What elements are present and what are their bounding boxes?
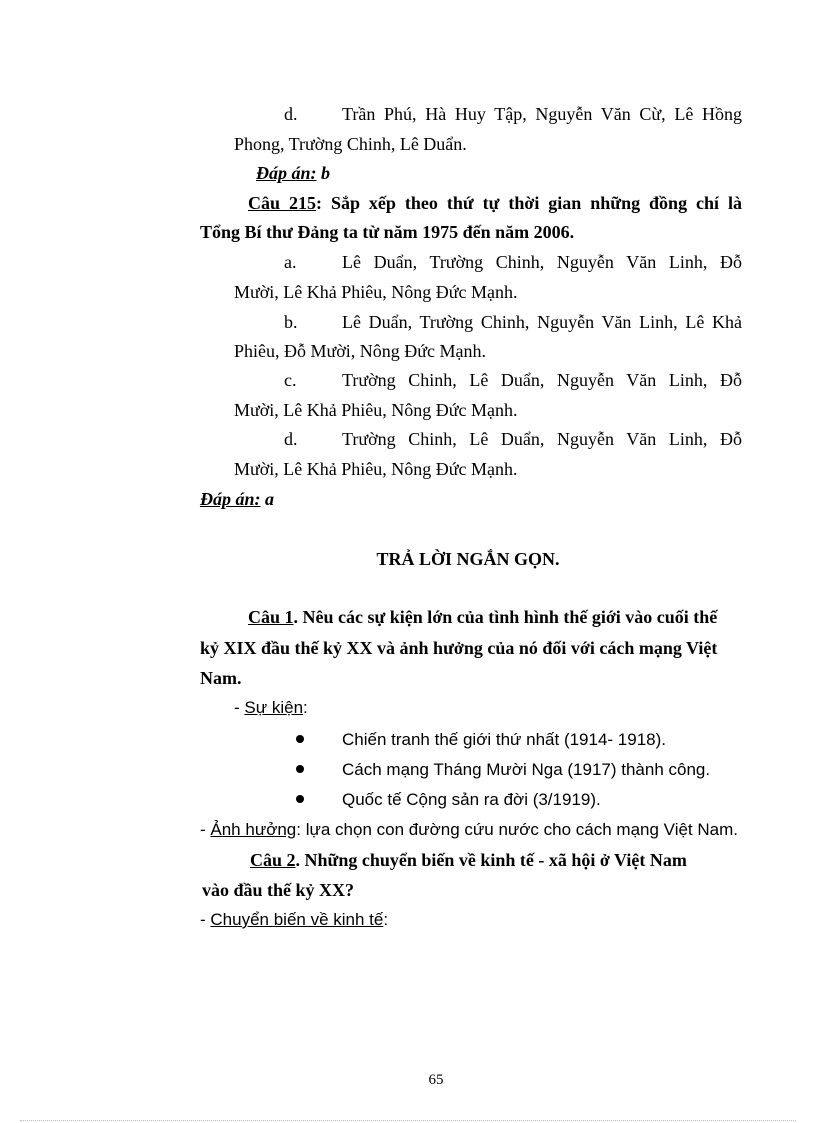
q215-option-d-letter: d.: [284, 429, 298, 449]
cau1-events-suffix: :: [303, 698, 308, 717]
cau1-bullet-2: Cách mạng Tháng Mười Nga (1917) thành công.: [342, 760, 711, 779]
cau2-title-line2: vào đầu thế kỷ XX?: [202, 880, 355, 900]
q215-answer-label: Đáp án:: [200, 489, 261, 509]
cau1-events-label: Sự kiện: [244, 698, 304, 717]
q215-option-b-line2: Phiêu, Đỗ Mười, Nông Đức Mạnh.: [234, 341, 487, 361]
cau2-econ-label: Chuyển biến về kinh tế: [210, 910, 384, 929]
bullet-icon: [296, 795, 304, 803]
q215-option-c-text1: Trường Chinh, Lê Duẩn, Nguyễn Văn Linh, Đỗ: [342, 370, 742, 390]
bullet-icon: [296, 735, 304, 743]
q214-answer-value: b: [321, 163, 331, 183]
cau1-influence-text: : lựa chọn con đường cứu nước cho cách mạng Việt Nam.: [296, 820, 738, 839]
q214-answer: [256, 162, 330, 184]
q215-title-text1: : Sắp xếp theo thứ tự thời gian những đồng chí là: [315, 193, 742, 213]
cau1-events-prefix: -: [234, 698, 245, 717]
page-number: 65: [428, 1072, 444, 1088]
q214-option-d-text1: Trần Phú, Hà Huy Tập, Nguyễn Văn Cừ, Lê Hồng: [342, 104, 742, 124]
q215-option-c-line1: [284, 369, 742, 391]
cau1-title-line1: [248, 606, 742, 628]
q215-answer: [200, 488, 274, 510]
q215-title-line2: Tổng Bí thư Đảng ta từ năm 1975 đến năm 2006.: [200, 222, 575, 242]
q215-option-d-text1: Trường Chinh, Lê Duẩn, Nguyễn Văn Linh, Đỗ: [342, 429, 742, 449]
q214-answer-label: Đáp án:: [256, 163, 317, 183]
q215-title-line1: [248, 192, 742, 214]
q215-option-a-letter: a.: [284, 252, 297, 272]
q215-label: Câu 215: [248, 193, 316, 213]
q215-option-a-text1: Lê Duẩn, Trường Chinh, Nguyễn Văn Linh, Đỗ: [342, 252, 742, 272]
q215-option-b-letter: b.: [284, 312, 298, 332]
q215-option-c-line2: Mười, Lê Khả Phiêu, Nông Đức Mạnh.: [234, 400, 518, 420]
q214-option-d-letter: d.: [284, 104, 298, 124]
q214-option-d-line1: [284, 103, 742, 125]
q215-option-d-line2: Mười, Lê Khả Phiêu, Nông Đức Mạnh.: [234, 459, 518, 479]
cau1-label: Câu 1: [248, 607, 294, 627]
page-bottom-divider: [20, 1120, 796, 1121]
cau1-title-line2: kỷ XIX đầu thế kỷ XX và ảnh hưởng của nó đối với cách mạng Việt: [200, 638, 718, 658]
cau2-econ-suffix: :: [383, 910, 389, 929]
section-title: TRẢ LỜI NGẮN GỌN.: [376, 549, 560, 569]
cau1-bullet-3: Quốc tế Cộng sản ra đời (3/1919).: [342, 790, 601, 809]
cau1-title-line3: Nam.: [200, 668, 242, 688]
q215-option-a-line1: [284, 251, 742, 273]
cau2-label: Câu 2: [250, 850, 296, 870]
cau1-influence-label: Ảnh hưởng: [210, 820, 297, 839]
cau2-econ-heading: [200, 909, 388, 931]
cau1-influence-prefix: -: [200, 820, 211, 839]
q215-option-c-letter: c.: [284, 370, 297, 390]
cau2-title-line1: [250, 849, 740, 871]
q214-option-d-line2: Phong, Trường Chinh, Lê Duẩn.: [234, 134, 467, 154]
cau1-events-heading: [234, 697, 308, 719]
cau1-influence: [200, 819, 738, 841]
q215-option-b-line1: [284, 311, 742, 333]
cau1-bullet-1: Chiến tranh thế giới thứ nhất (1914- 1918).: [342, 730, 667, 749]
cau2-econ-prefix: -: [200, 910, 211, 929]
q215-option-b-text1: Lê Duẩn, Trường Chinh, Nguyễn Văn Linh, Lê Khả: [342, 312, 742, 332]
q215-option-d-line1: [284, 428, 742, 450]
bullet-icon: [296, 765, 304, 773]
cau2-title-text1: . Những chuyển biến về kinh tế - xã hội ở Việt Nam: [295, 850, 687, 870]
q215-answer-value: a: [265, 489, 275, 509]
cau1-title-text1: . Nêu các sự kiện lớn của tình hình thế giới vào cuối thế: [293, 607, 718, 627]
q215-option-a-line2: Mười, Lê Khả Phiêu, Nông Đức Mạnh.: [234, 282, 518, 302]
